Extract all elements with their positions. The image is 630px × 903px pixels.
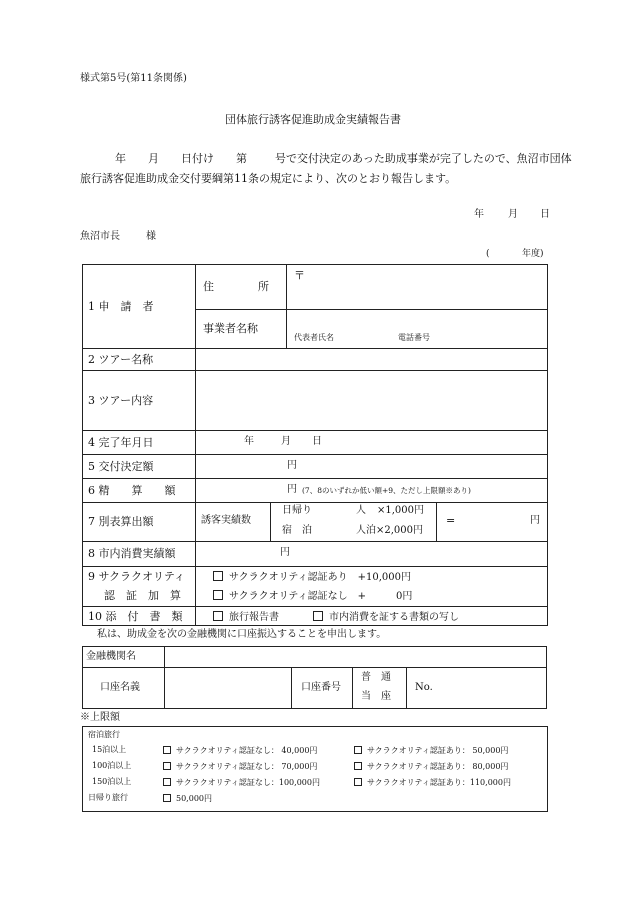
settlement-note: (7、8のいずれか低い額+9、ただし上限額※あり) xyxy=(302,486,471,495)
intro-year: 年 xyxy=(115,152,126,165)
representative-label: 代表者氏名 xyxy=(294,333,334,342)
local-spending-label: 8 市内消費実績額 xyxy=(88,547,176,560)
day-trip-limit-label: 日帰り旅行 xyxy=(88,793,128,802)
limit-100-without[interactable] xyxy=(163,762,317,771)
limit-100-with-text: サクラクオリティ認証あり： 80,000円 xyxy=(367,762,509,771)
day-trip-limit-amount[interactable] xyxy=(163,794,212,803)
checkbox-icon[interactable] xyxy=(213,611,223,621)
limit-150-without-text: サクラクオリティ認証なし：100,000円 xyxy=(176,778,320,787)
date-month: 月 xyxy=(508,209,518,220)
checkbox-icon[interactable] xyxy=(354,778,362,786)
fiscal-year-open: ( xyxy=(486,249,490,259)
checkbox-icon[interactable] xyxy=(163,746,171,754)
limit-stay-15: 15泊以上 xyxy=(92,745,127,754)
checkbox-icon[interactable] xyxy=(163,794,171,802)
attachment-report-text: 旅行報告書 xyxy=(229,612,279,623)
tour-name-label: 2 ツアー名称 xyxy=(88,353,154,366)
sakura-option-without[interactable] xyxy=(213,590,412,602)
phone-label: 電話番号 xyxy=(398,333,430,342)
appendix-result-unit: 円 xyxy=(530,515,540,526)
limit-15-without-text: サクラクオリティ認証なし： 40,000円 xyxy=(176,746,318,755)
appendix-calc-label: 7 別表算出額 xyxy=(88,515,154,528)
form-title: 団体旅行誘客促進助成金実績報告書 xyxy=(225,113,401,126)
address-label: 住 所 xyxy=(203,280,269,293)
account-number-label: 口座番号 xyxy=(301,682,341,693)
attachments-label: 10 添 付 書 類 xyxy=(88,610,183,623)
bank-request-text: 私は、助成金を次の金融機関に口座振込することを申出します。 xyxy=(97,629,387,640)
equals-sign: = xyxy=(446,514,456,527)
overnight-trip-heading: 宿泊旅行 xyxy=(88,730,120,739)
date-day: 日 xyxy=(540,209,550,220)
checkbox-icon[interactable] xyxy=(354,746,362,754)
visitor-count-label: 誘客実績数 xyxy=(201,515,251,526)
sakura-label-1: 9 サクラクオリティ xyxy=(88,570,185,583)
limit-150-with[interactable] xyxy=(354,778,511,787)
limit-150-without[interactable] xyxy=(163,778,320,787)
date-year: 年 xyxy=(474,209,484,220)
intro-date: 日付け xyxy=(181,152,214,165)
attachment-receipts-text: 市内消費を証する書類の写し xyxy=(329,612,459,623)
completion-date-label: 4 完了年月日 xyxy=(88,436,154,449)
intro-month: 月 xyxy=(148,152,159,165)
checkbox-icon[interactable] xyxy=(163,778,171,786)
grant-decision-label: 5 交付決定額 xyxy=(88,460,154,473)
checkbox-icon[interactable] xyxy=(354,762,362,770)
intro-line2: 旅行誘客促進助成金交付要綱第11条の規定により、次のとおり報告します。 xyxy=(80,172,457,185)
addressee-honorific: 様 xyxy=(146,231,156,242)
day-trip-label: 日帰り xyxy=(282,505,312,516)
completion-year: 年 xyxy=(244,436,254,447)
day-trip-unit: 人 xyxy=(356,505,366,516)
account-name-label: 口座名義 xyxy=(100,682,140,693)
limit-150-with-text: サクラクオリティ認証あり：110,000円 xyxy=(367,778,511,787)
account-type-ordinary: 普 通 xyxy=(361,672,391,683)
settlement-unit: 円 xyxy=(287,484,297,495)
applicant-label: 1 申 請 者 xyxy=(88,300,154,313)
checkbox-icon[interactable] xyxy=(213,571,223,581)
limit-15-without[interactable] xyxy=(163,746,317,755)
attachment-report[interactable] xyxy=(213,611,279,623)
business-name-label: 事業者名称 xyxy=(203,322,258,335)
completion-month: 月 xyxy=(281,436,291,447)
limit-100-with[interactable] xyxy=(354,762,508,771)
limit-15-with[interactable] xyxy=(354,746,508,755)
financial-institution-label: 金融機関名 xyxy=(86,651,136,662)
intro-number: 第 xyxy=(236,152,247,165)
day-trip-rate: ×1,000円 xyxy=(377,505,425,516)
fiscal-year-label: 年度) xyxy=(522,249,544,259)
grant-decision-unit: 円 xyxy=(287,460,297,471)
sakura-label-2: 認 証 加 算 xyxy=(104,589,181,602)
checkbox-icon[interactable] xyxy=(313,611,323,621)
overnight-unit-rate: 人泊×2,000円 xyxy=(356,525,424,536)
addressee-name: 魚沼市長 xyxy=(80,231,120,242)
day-trip-limit-amount-text: 50,000円 xyxy=(176,794,212,803)
postal-mark: 〒 xyxy=(294,269,305,282)
sakura-option-without-text: サクラクオリティ認証なし + 0円 xyxy=(229,591,413,602)
tour-content-label: 3 ツアー内容 xyxy=(88,394,154,407)
limit-stay-100: 100泊以上 xyxy=(92,761,132,770)
limit-stay-150: 150泊以上 xyxy=(92,777,132,786)
settlement-label: 6 精 算 額 xyxy=(88,484,176,497)
attachment-receipts[interactable] xyxy=(313,611,459,623)
completion-day: 日 xyxy=(312,436,322,447)
sakura-option-with[interactable] xyxy=(213,571,411,583)
sakura-option-with-text: サクラクオリティ認証あり +10,000円 xyxy=(229,572,411,583)
account-type-current: 当 座 xyxy=(361,691,391,702)
overnight-label: 宿 泊 xyxy=(282,525,312,536)
account-no-label: No. xyxy=(415,682,433,693)
limit-100-without-text: サクラクオリティ認証なし： 70,000円 xyxy=(176,762,318,771)
intro-line1-text: 号で交付決定のあった助成事業が完了したので、魚沼市団体 xyxy=(275,152,572,165)
limit-heading: ※上限額 xyxy=(80,712,120,723)
limit-15-with-text: サクラクオリティ認証あり： 50,000円 xyxy=(367,746,509,755)
checkbox-icon[interactable] xyxy=(163,762,171,770)
local-spending-unit: 円 xyxy=(280,547,290,558)
form-number: 様式第5号(第11条関係) xyxy=(80,73,187,84)
checkbox-icon[interactable] xyxy=(213,590,223,600)
